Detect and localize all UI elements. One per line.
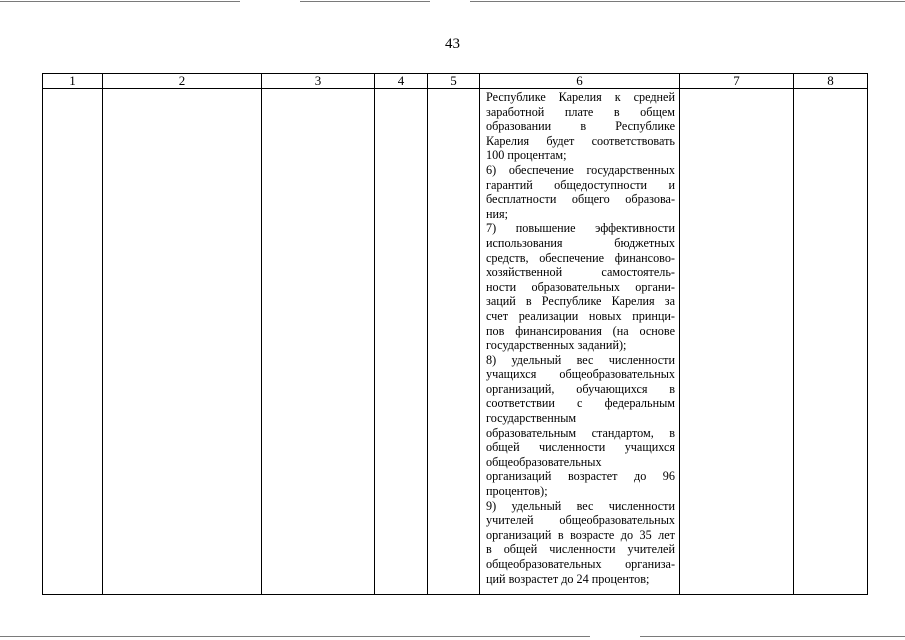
text-line: ности образовательных органи- [486, 279, 675, 294]
text-line: в общей численности учителей [486, 542, 675, 557]
text-line: образовании в Республике [486, 119, 675, 134]
text-line: ций возрастет до 24 процентов; [486, 571, 650, 586]
text-line: хозяйственной самостоятель- [486, 265, 675, 280]
column-header: 3 [262, 74, 374, 89]
text-line: образовательным стандартом, в [486, 425, 675, 440]
scan-edge-top-right [470, 1, 905, 2]
text-line: бесплатности общего образова- [486, 192, 675, 207]
column-header: 1 [43, 74, 102, 89]
table-column-3 [262, 74, 375, 594]
text-line: организаций в возрасте до 35 лет [486, 527, 675, 542]
table-column-8 [794, 74, 867, 594]
text-line: общеобразовательных [486, 454, 602, 469]
column-header: 2 [103, 74, 261, 89]
table-column-2 [103, 74, 262, 594]
table-column-7 [680, 74, 794, 594]
document-table [42, 73, 868, 595]
text-line: учащихся общеобразовательных [486, 367, 675, 382]
text-line: 7) повышение эффективности [486, 221, 675, 236]
text-line: учителей общеобразовательных [486, 513, 675, 528]
text-line: заций в Республике Карелия за [486, 294, 675, 309]
column-header: 7 [680, 74, 793, 89]
column-6-text [480, 89, 679, 586]
text-line: 8) удельный вес численности [486, 352, 675, 367]
text-line: Карелия будет соответствовать [486, 133, 675, 148]
column-header: 8 [794, 74, 867, 89]
text-line: общей численности учащихся [486, 440, 675, 455]
text-line: государственным [486, 411, 577, 426]
scan-edge-bottom-right [640, 636, 905, 637]
scan-edge-bottom-left [0, 636, 590, 637]
text-line: государственных заданий); [486, 338, 627, 353]
text-line: счет реализации новых принци- [486, 308, 675, 323]
text-line: процентов); [486, 484, 548, 499]
table-column-4 [375, 74, 428, 594]
table-column-5 [428, 74, 480, 594]
text-line: 6) обеспечение государственных [486, 162, 675, 177]
text-line: заработной плате в общем [486, 104, 675, 119]
table-column-1 [43, 74, 103, 594]
text-line: использования бюджетных [486, 235, 675, 250]
text-line: гарантий общедоступности и [486, 177, 675, 192]
text-line: общеобразовательных организа- [486, 557, 675, 571]
text-line: 100 процентам; [486, 148, 567, 163]
text-line: организаций возрастет до 96 [486, 469, 675, 484]
text-line: организаций, обучающихся в [486, 381, 675, 396]
text-line: Республике Карелия к средней [486, 90, 675, 104]
page-number: 43 [445, 36, 460, 52]
scan-edge-top-left [0, 1, 240, 2]
table-column-6 [480, 74, 680, 594]
text-line: средств, обеспечение финансово- [486, 250, 675, 265]
text-line: соответствии с федеральным [486, 396, 675, 411]
text-line: пов финансирования (на основе [486, 323, 675, 338]
text-line: ния; [486, 206, 509, 221]
text-line: 9) удельный вес численности [486, 498, 675, 513]
column-header: 5 [428, 74, 479, 89]
column-header: 6 [480, 74, 679, 89]
column-header: 4 [375, 74, 427, 89]
scan-edge-top-mid [300, 1, 430, 2]
